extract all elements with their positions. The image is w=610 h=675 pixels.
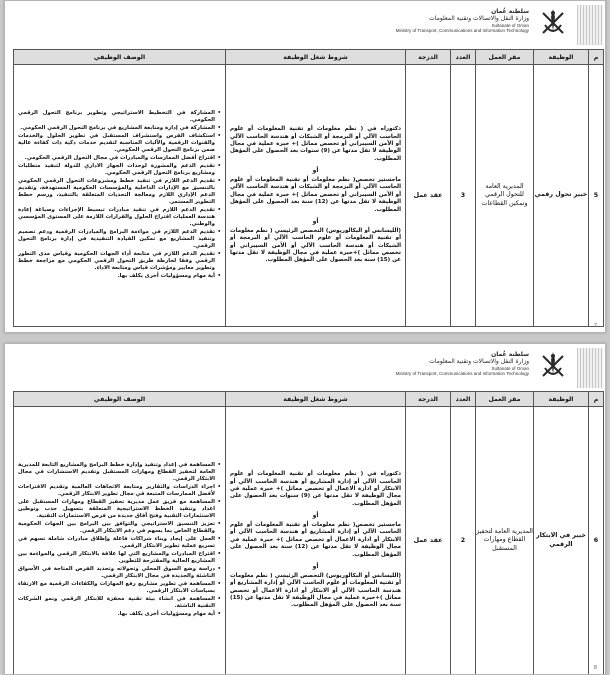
khanjar-emblem-icon: [533, 7, 573, 39]
duty-item: • تقديم الدعم اللازم في تنفيذ مبادرات تبسيط الإجراءات وصياغة إعادة هندسة العمليات اقتراح الحلول والقرارات اللازمة على المستوى المؤسسي والوطني.: [18, 207, 221, 228]
duty-item: • المشاركة في التخطيط الاستراتيجي وتطوير برنامج التحول الرقمي الحكومي.: [18, 110, 221, 124]
decorative-pattern: [577, 5, 603, 45]
table-header-row: [14, 50, 604, 65]
job-grade: عقد عمل: [406, 407, 451, 675]
col-count: العدد: [451, 392, 476, 407]
job-description: [14, 65, 226, 327]
duty-item: • المساهمة في انشاء بيئة تقنية محفزة للابتكار الرقمي ونمو الشركات التقنية الناشئة.: [18, 596, 221, 610]
table-header-row: [14, 392, 604, 407]
job-count: 2: [451, 407, 476, 675]
document-page-2: [4, 343, 606, 675]
col-job: الوظيفة: [534, 392, 589, 407]
condition-text: ماجستير تخصص( نظم معلومات أو تقنية المعلومات أو علوم الحاسب الآلي أو البرمجة أو الشبكات أو هندسة الحاسب الآلي أو الأمن السيبراني أو تخصص مماثل )+ خبرة عملية في مجال الوظيفة لا تقل مدتها عن (12) سنة بعد الحصول على المؤهل المطلوب.: [230, 177, 401, 213]
job-workplace: المديرية العامة لتحفيز القطاع ومهارات المستقبل: [476, 407, 534, 675]
col-num: م: [589, 50, 604, 65]
job-grade: عقد عمل: [406, 65, 451, 327]
duty-item: • المساهمة في تطوير مشاريع رفع المهارات والكفاءات الرقمية مع الارتقاء بسياسات الابتكار الرقمي.: [18, 581, 221, 595]
condition-text: ماجستير تخصص( نظم معلومات أو تقنية المعلومات أو علوم الحاسب الآلي أو إدارة المشاريع أو هندسة الحاسب الآلي أو الابتكار أو ادارة الاعمال أو تخصص مماثل )+ خبرة عملية في مجال الوظيفة لا تقل مدتها عن (12) سنة بعد الحصول على المؤهل المطلوب.: [230, 522, 401, 558]
duty-item: • اقتراح المبادرات والمشاريع التي لها علاقة بالابتكار الرقمي والمواءمة بين المشاريع الحالية والمقترحة للتطوير.: [18, 551, 221, 565]
ministry-en-line1: Sultanate of Oman: [491, 365, 529, 371]
jobs-table: [13, 391, 604, 675]
ministry-en-line1: Sultanate of Oman: [491, 22, 529, 28]
job-description: [14, 407, 226, 675]
duties-list: [18, 462, 221, 618]
decorative-pattern: [577, 348, 603, 388]
table-row: [14, 65, 604, 327]
duty-item: • أية مهام ومسؤوليات أخرى يكلف بها.: [18, 273, 221, 280]
col-grade: الدرجة: [406, 392, 451, 407]
duty-item: • تقديم الدعم اللازم في مواءمة البرامج والمبادرات الرقمية ودعم تصميم وتنفيذ المشاريع مع تمكين القيادة التنفيذية في إدارة برنامج التحول الرقمي.: [18, 229, 221, 250]
ministry-ar-line1: سلطنة عُمان: [491, 8, 529, 15]
duty-item: • اجراء الدراسات والتقارير ومتابعة الاتجاهات العالمية وتقديم الاقتراحات لأفضل الممارسات المتبعة في مجال تطوير الابتكار الرقمي.: [18, 484, 221, 498]
document-page-1: [4, 0, 606, 333]
duty-item: • تقديم الدعم والمشورة لوحدات الجهاز الاداري للدولة لتنفيذ متطلبات ومشاريع برنامج التحول الرقمي الحكومي.: [18, 163, 221, 177]
col-description: الوصف الوظيفي: [14, 50, 226, 65]
job-title: خبير تحول رقمي: [534, 65, 589, 327]
ministry-ar-line2: وزارة النقل والاتصالات وتقنية المعلومات: [429, 357, 529, 365]
condition-text: دكتوراه في ( نظم معلومات أو تقنية المعلومات أو علوم الحاسب الآلي أو البرمجة أو الشبكات أو هندسة الحاسب الآلي أو الأمن السيبراني أو تخصص مماثل )+ خبرة عملية في مجال الوظيفة لا تقل مدتها عن (9) سنوات بعد الحصول على المؤهل المطلوب.: [230, 126, 401, 162]
duty-item: • المشاركة في إدارة ومتابعة المشاريع في برنامج التحول الرقمي الحكومي.: [18, 125, 221, 132]
col-description: الوصف الوظيفي: [14, 392, 226, 407]
duty-item: • المساهمة في إعداد وتنفيذ وإدارة خطط البرامج والمشاريع التابعة للمديرية العامة لتحفيز القطاع ومهارات المستقبل وتقديم الاستشارات في مجال الابتكار الرقمي.: [18, 462, 221, 483]
duty-item: • استكشاف الفرص واستشراف المستقبل في تطوير الحلول والخدمات والقنوات الرقمية والآليات المناسبة لتقديم خدمات ذكية ذات كفاءة عالية ضمن برنامج التحول الرقمي الحكومي.: [18, 133, 221, 154]
ministry-ar-line2: وزارة النقل والاتصالات وتقنية المعلومات: [429, 14, 529, 22]
khanjar-emblem-icon: [533, 350, 573, 382]
col-workplace: مقر العمل: [476, 50, 534, 65]
job-count: 3: [451, 65, 476, 327]
col-count: العدد: [451, 50, 476, 65]
page-header: [5, 5, 605, 45]
job-number: 5: [589, 65, 604, 327]
ministry-ar-line1: سلطنة عُمان: [491, 351, 529, 358]
duty-item: • تعزيز التنسيق الاستراتيجي والتوافق بين البرامج بين الجهات الحكومية والقطاع الخاص بما يسهم في دعم الابتكار الرقمي.: [18, 521, 221, 535]
job-conditions: [226, 407, 406, 675]
col-workplace: مقر العمل: [476, 392, 534, 407]
condition-text: (الليسانس أو البكالوريوس) التخصص الرئيسي ( نظم معلومات أو تقنية المعلومات أو علوم الحاسب الآلي أو إدارة المشاريع أو هندسة الحاسب الآلي أو الابتكار أو ادارة الاعمال أو تخصص مماثل )+خبرة عملية في مجال الوظيفة لا تقل مدتها عن (15) سنة بعد الحصول على المؤهل المطلوب.: [230, 572, 401, 609]
col-conditions: شروط شغل الوظيفة: [226, 50, 406, 65]
page-number: 8: [593, 665, 597, 671]
or-label: أو: [312, 512, 319, 520]
job-title: خبير في الابتكار الرقمي: [534, 407, 589, 675]
job-number: 6: [589, 407, 604, 675]
duty-item: • أية مهام ومسؤوليات أخرى يكلف بها.: [18, 611, 221, 618]
col-num: م: [589, 392, 604, 407]
or-label: أو: [312, 217, 319, 225]
job-conditions: [226, 65, 406, 327]
job-workplace: المديرية العامة للتحول الرقمي وتمكين القطاعات: [476, 65, 534, 327]
jobs-table: [13, 49, 604, 327]
duty-item: • اقتراح أفضل الممارسات والمبادرات في مجال التحول الرقمي الحكومي.: [18, 155, 221, 162]
duty-item: • تقديم الدعم اللازم في تنفيذ خطط ومشروعات التحول الرقمي الحكومي بالتنسيق مع الإدارات الداخلية والمؤسسات الحكومية المستهدفة، وتقديم الدعم الإداري اللازم ومعالجة التحديات المتعلقة بالتنفيذ، ورسم خطط التطوير المستمر.: [18, 178, 221, 206]
duty-item: • العمل على إيجاد وبناء شراكات فاعلة وإطلاق مبادرات شاملة تسهم في تسريع عملية تطوير الابتكار الرقمي.: [18, 536, 221, 550]
duties-list: [18, 110, 221, 280]
condition-text: دكتوراه في ( نظم معلومات أو تقنية المعلومات أو علوم الحاسب الآلي أو إدارة المشاريع أو هندسة الحاسب الآلي أو الابتكار أو ادارة الاعمال أو تخصص مماثل )+ خبرة عملية في مجال الوظيفة لا تقل مدتها عن (9) سنوات بعد الحصول على المؤهل المطلوب.: [230, 471, 401, 507]
col-job: الوظيفة: [534, 50, 589, 65]
col-grade: الدرجة: [406, 50, 451, 65]
ministry-en-line2: Ministry of Transport, Communications and Information Technology: [395, 27, 529, 33]
duty-item: • المساهمة مع فريق عمل مديرية تحفيز القطاع ومهارات المستقبل على اعداد وتنفيذ الخطط الاستراتيجية المتعلقة بتسهيل جذب وتوطين الاستثمارات التقنية وفتح آفاق جديدة من فرص الاستثمارات التقنية.: [18, 499, 221, 520]
duty-item: • تقديم الدعم اللازم في متابعة أداء الجهات الحكومية وقياس مدى التطور الرقمي وفقا لخارطة طريق التحول الرقمي الحكومي مع مراجعة خطط وتطوير معايير ومؤشرات قياس ومتابعة الاداء.: [18, 251, 221, 272]
page-header: [5, 348, 605, 388]
or-label: أو: [312, 562, 319, 570]
duty-item: • دراسة وضع السوق المحلي وتحولاته وتحديد الفرص المتاحة في الأسواق الناشئة والجديدة في مجال الابتكار الرقمي.: [18, 566, 221, 580]
ministry-en-line2: Ministry of Transport, Communications and Information Technology: [395, 370, 529, 376]
ministry-name-block: [389, 352, 529, 376]
col-conditions: شروط شغل الوظيفة: [226, 392, 406, 407]
condition-text: (الليسانس أو البكالوريوس) التخصص الرئيسي ( نظم معلومات أو تقنية المعلومات أو علوم الحاسب الآلي أو البرمجة أو الشبكات أو هندسة الحاسب الآلي أو الأمن السيبراني أو تخصص مماثل )+خبرة عملية في مجال الوظيفة لا تقل مدتها عن (15) سنة بعد الحصول على المؤهل المطلوب.: [230, 227, 401, 264]
ministry-name-block: [389, 9, 529, 33]
table-row: [14, 407, 604, 675]
page-number: 7: [593, 323, 597, 329]
or-label: أو: [312, 167, 319, 175]
